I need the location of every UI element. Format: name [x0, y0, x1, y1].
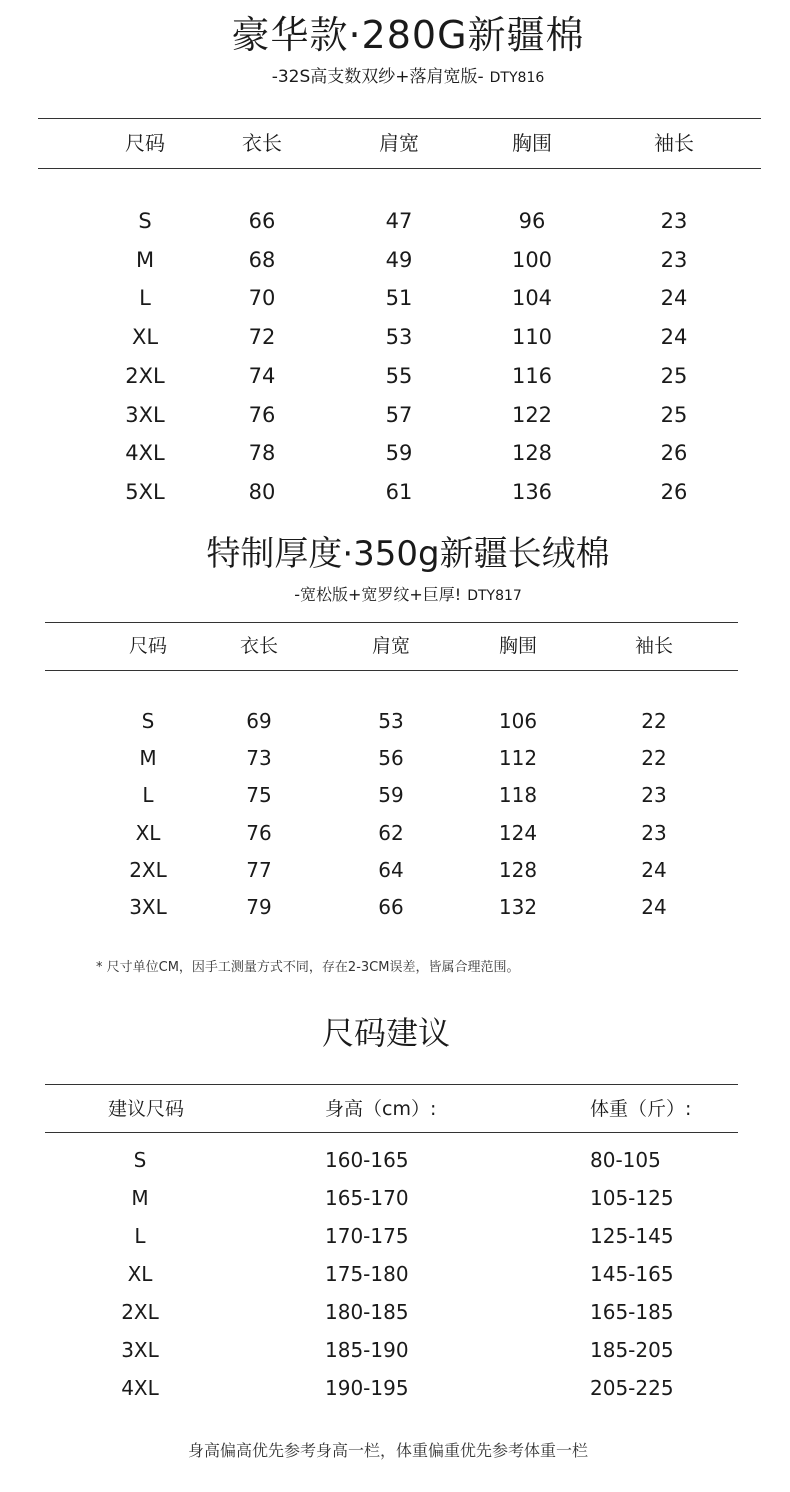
- rec-height-cell: 185-190: [325, 1338, 409, 1362]
- table1-length-cell: 76: [248, 402, 276, 427]
- table2-shoulder-cell: 肩宽: [371, 635, 410, 657]
- table-row: [0, 1369, 790, 1407]
- table2-chest-cell: 124: [498, 820, 538, 845]
- table1-shoulder-cell: 47: [385, 209, 413, 233]
- table2-chest-cell: 106: [498, 709, 538, 733]
- table-row: [0, 318, 790, 356]
- rec-height-cell: 180-185: [325, 1300, 409, 1324]
- table-row: [0, 434, 790, 472]
- table2-shoulder-cell: 53: [378, 709, 404, 733]
- table-row: [0, 1255, 790, 1293]
- section3-title: 尺码建议: [321, 1014, 450, 1052]
- table1-chest-cell: 116: [511, 363, 553, 388]
- table2-chest-cell: 118: [498, 783, 538, 808]
- rec-weight-cell: 165-185: [590, 1300, 674, 1324]
- table-row: [0, 851, 790, 889]
- table2-shoulder-cell: 56: [378, 746, 404, 771]
- table-row: [0, 241, 790, 279]
- table1-chest-cell: 104: [511, 286, 553, 311]
- table1-length-cell: 72: [248, 325, 276, 350]
- rec-height-cell: 190-195: [325, 1376, 409, 1400]
- table2-length-cell: 77: [246, 857, 272, 882]
- table-row: [0, 739, 790, 777]
- table1-size-cell: 5XL: [125, 479, 165, 504]
- table2-sleeve-cell: 23: [641, 783, 667, 808]
- table-row: [0, 1179, 790, 1217]
- table2-length-cell: 衣长: [239, 635, 278, 657]
- table2-chest-cell: 128: [498, 857, 538, 882]
- table1-size-cell: 4XL: [125, 441, 165, 466]
- table1-sleeve-cell: 26: [660, 441, 688, 466]
- table1-shoulder-cell: 53: [385, 325, 413, 350]
- table1-chest-cell: 136: [511, 479, 553, 504]
- table2-length-cell: 73: [246, 746, 272, 771]
- rec-size-cell: 建议尺码: [108, 1098, 185, 1120]
- table2-sleeve-cell: 22: [641, 709, 667, 733]
- rec-weight-cell: 体重（斤）:: [590, 1098, 692, 1120]
- table2-chest-cell: 132: [498, 895, 538, 919]
- table1-length-cell: 66: [248, 209, 276, 233]
- table2-sleeve-cell: 24: [641, 895, 667, 919]
- section1-product-code: DTY816: [489, 70, 545, 86]
- rec-size-cell: 3XL: [121, 1338, 159, 1362]
- section1-title: 豪华款·280G新疆棉: [231, 13, 585, 57]
- table1-length-cell: 80: [248, 479, 276, 504]
- table1-sleeve-cell: 25: [660, 402, 688, 427]
- table2-length-cell: 79: [246, 895, 272, 919]
- section2-header-top-rule: [45, 622, 738, 623]
- table1-chest-cell: 96: [518, 209, 546, 233]
- measurement-note: * 尺寸单位CM，因手工测量方式不同，存在2-3CM误差，皆属合理范围。: [96, 960, 520, 975]
- section1-header-top-rule: [38, 118, 761, 119]
- rec-size-cell: S: [133, 1148, 147, 1172]
- rec-height-cell: 165-170: [325, 1186, 409, 1210]
- table2-size-cell: L: [142, 783, 154, 808]
- table-header-row: [0, 124, 790, 162]
- table1-length-cell: 衣长: [242, 131, 282, 155]
- table2-shoulder-cell: 59: [378, 783, 404, 808]
- rec-size-cell: M: [131, 1186, 149, 1210]
- table-row: [0, 202, 790, 240]
- rec-weight-cell: 80-105: [590, 1148, 661, 1172]
- table1-length-cell: 74: [248, 363, 276, 388]
- rec-size-cell: 2XL: [121, 1300, 159, 1324]
- table2-length-cell: 75: [246, 783, 272, 808]
- table1-shoulder-cell: 55: [385, 363, 413, 388]
- rec-weight-cell: 185-205: [590, 1338, 674, 1362]
- table2-shoulder-cell: 62: [378, 820, 404, 845]
- rec-size-cell: 4XL: [121, 1376, 159, 1400]
- table2-sleeve-cell: 袖长: [634, 635, 673, 657]
- section2-product-code: DTY817: [467, 588, 522, 604]
- table1-shoulder-cell: 51: [385, 286, 413, 311]
- table2-sleeve-cell: 22: [641, 746, 667, 771]
- table1-shoulder-cell: 肩宽: [379, 131, 419, 155]
- table-row: [0, 279, 790, 317]
- section3-header-bottom-rule: [45, 1132, 738, 1133]
- table1-sleeve-cell: 23: [660, 209, 688, 233]
- rec-height-cell: 175-180: [325, 1262, 409, 1286]
- table-row: [0, 1217, 790, 1255]
- table-row: [0, 776, 790, 814]
- table2-size-cell: 3XL: [129, 895, 167, 919]
- table-row: [0, 473, 790, 511]
- table1-shoulder-cell: 49: [385, 247, 413, 272]
- section1-subtitle-text: -32S高支数双纱+落肩宽版-: [271, 67, 484, 87]
- table2-sleeve-cell: 24: [641, 857, 667, 882]
- rec-weight-cell: 205-225: [590, 1376, 674, 1400]
- table2-shoulder-cell: 64: [378, 857, 404, 882]
- table2-sleeve-cell: 23: [641, 820, 667, 845]
- table1-chest-cell: 110: [511, 325, 553, 350]
- footer-tip: 身高偏高优先参考身高一栏，体重偏重优先参考体重一栏: [187, 1441, 588, 1460]
- table1-size-cell: 尺码: [125, 131, 165, 155]
- table1-length-cell: 78: [248, 441, 276, 466]
- table-row: [0, 396, 790, 434]
- table2-length-cell: 76: [246, 820, 272, 845]
- table1-sleeve-cell: 袖长: [654, 131, 694, 155]
- table1-sleeve-cell: 23: [660, 247, 688, 272]
- rec-height-cell: 160-165: [325, 1148, 409, 1172]
- table1-length-cell: 70: [248, 286, 276, 311]
- table1-size-cell: M: [135, 247, 155, 272]
- table1-shoulder-cell: 61: [385, 479, 413, 504]
- table1-chest-cell: 128: [511, 441, 553, 466]
- table-row: [0, 888, 790, 926]
- section2-title: 特制厚度·350g新疆长绒棉: [206, 534, 610, 574]
- section3-header-top-rule: [45, 1084, 738, 1085]
- table-row: [0, 1293, 790, 1331]
- table1-sleeve-cell: 24: [660, 325, 688, 350]
- table1-sleeve-cell: 24: [660, 286, 688, 311]
- table1-sleeve-cell: 26: [660, 479, 688, 504]
- table2-chest-cell: 112: [498, 746, 538, 771]
- rec-weight-cell: 125-145: [590, 1224, 674, 1248]
- table1-sleeve-cell: 25: [660, 363, 688, 388]
- table2-length-cell: 69: [246, 709, 272, 733]
- table1-size-cell: 2XL: [125, 363, 165, 388]
- table1-length-cell: 68: [248, 247, 276, 272]
- table1-chest-cell: 122: [511, 402, 553, 427]
- section2-subtitle-text: -宽松版+宽罗纹+巨厚!: [294, 585, 462, 604]
- table1-size-cell: 3XL: [125, 402, 165, 427]
- section2-header-bottom-rule: [45, 670, 738, 671]
- table-row: [0, 814, 790, 852]
- table2-size-cell: XL: [135, 820, 161, 845]
- table1-shoulder-cell: 57: [385, 402, 413, 427]
- rec-weight-cell: 105-125: [590, 1186, 674, 1210]
- table2-shoulder-cell: 66: [378, 895, 404, 919]
- table1-shoulder-cell: 59: [385, 441, 413, 466]
- table2-size-cell: M: [139, 746, 157, 771]
- table-header-row: [0, 627, 790, 665]
- rec-size-cell: L: [134, 1224, 146, 1248]
- table1-size-cell: XL: [131, 325, 159, 350]
- table-row: [0, 1331, 790, 1369]
- rec-height-cell: 身高（cm）:: [325, 1098, 437, 1120]
- section1-header-bottom-rule: [38, 168, 761, 169]
- section2-subtitle: [0, 582, 790, 605]
- table2-size-cell: 尺码: [128, 635, 167, 657]
- rec-size-cell: XL: [127, 1262, 153, 1286]
- table2-size-cell: S: [141, 709, 155, 733]
- table1-size-cell: S: [138, 209, 152, 233]
- table1-chest-cell: 胸围: [512, 131, 552, 155]
- table-row: [0, 702, 790, 740]
- table2-size-cell: 2XL: [129, 857, 167, 882]
- table-row: [0, 357, 790, 395]
- table-row: [0, 1141, 790, 1179]
- table1-size-cell: L: [139, 286, 151, 311]
- section1-subtitle: [0, 62, 790, 87]
- rec-weight-cell: 145-165: [590, 1262, 674, 1286]
- rec-height-cell: 170-175: [325, 1224, 409, 1248]
- table-header-row: [0, 1090, 790, 1128]
- table2-chest-cell: 胸围: [498, 635, 537, 657]
- table1-chest-cell: 100: [511, 247, 553, 272]
